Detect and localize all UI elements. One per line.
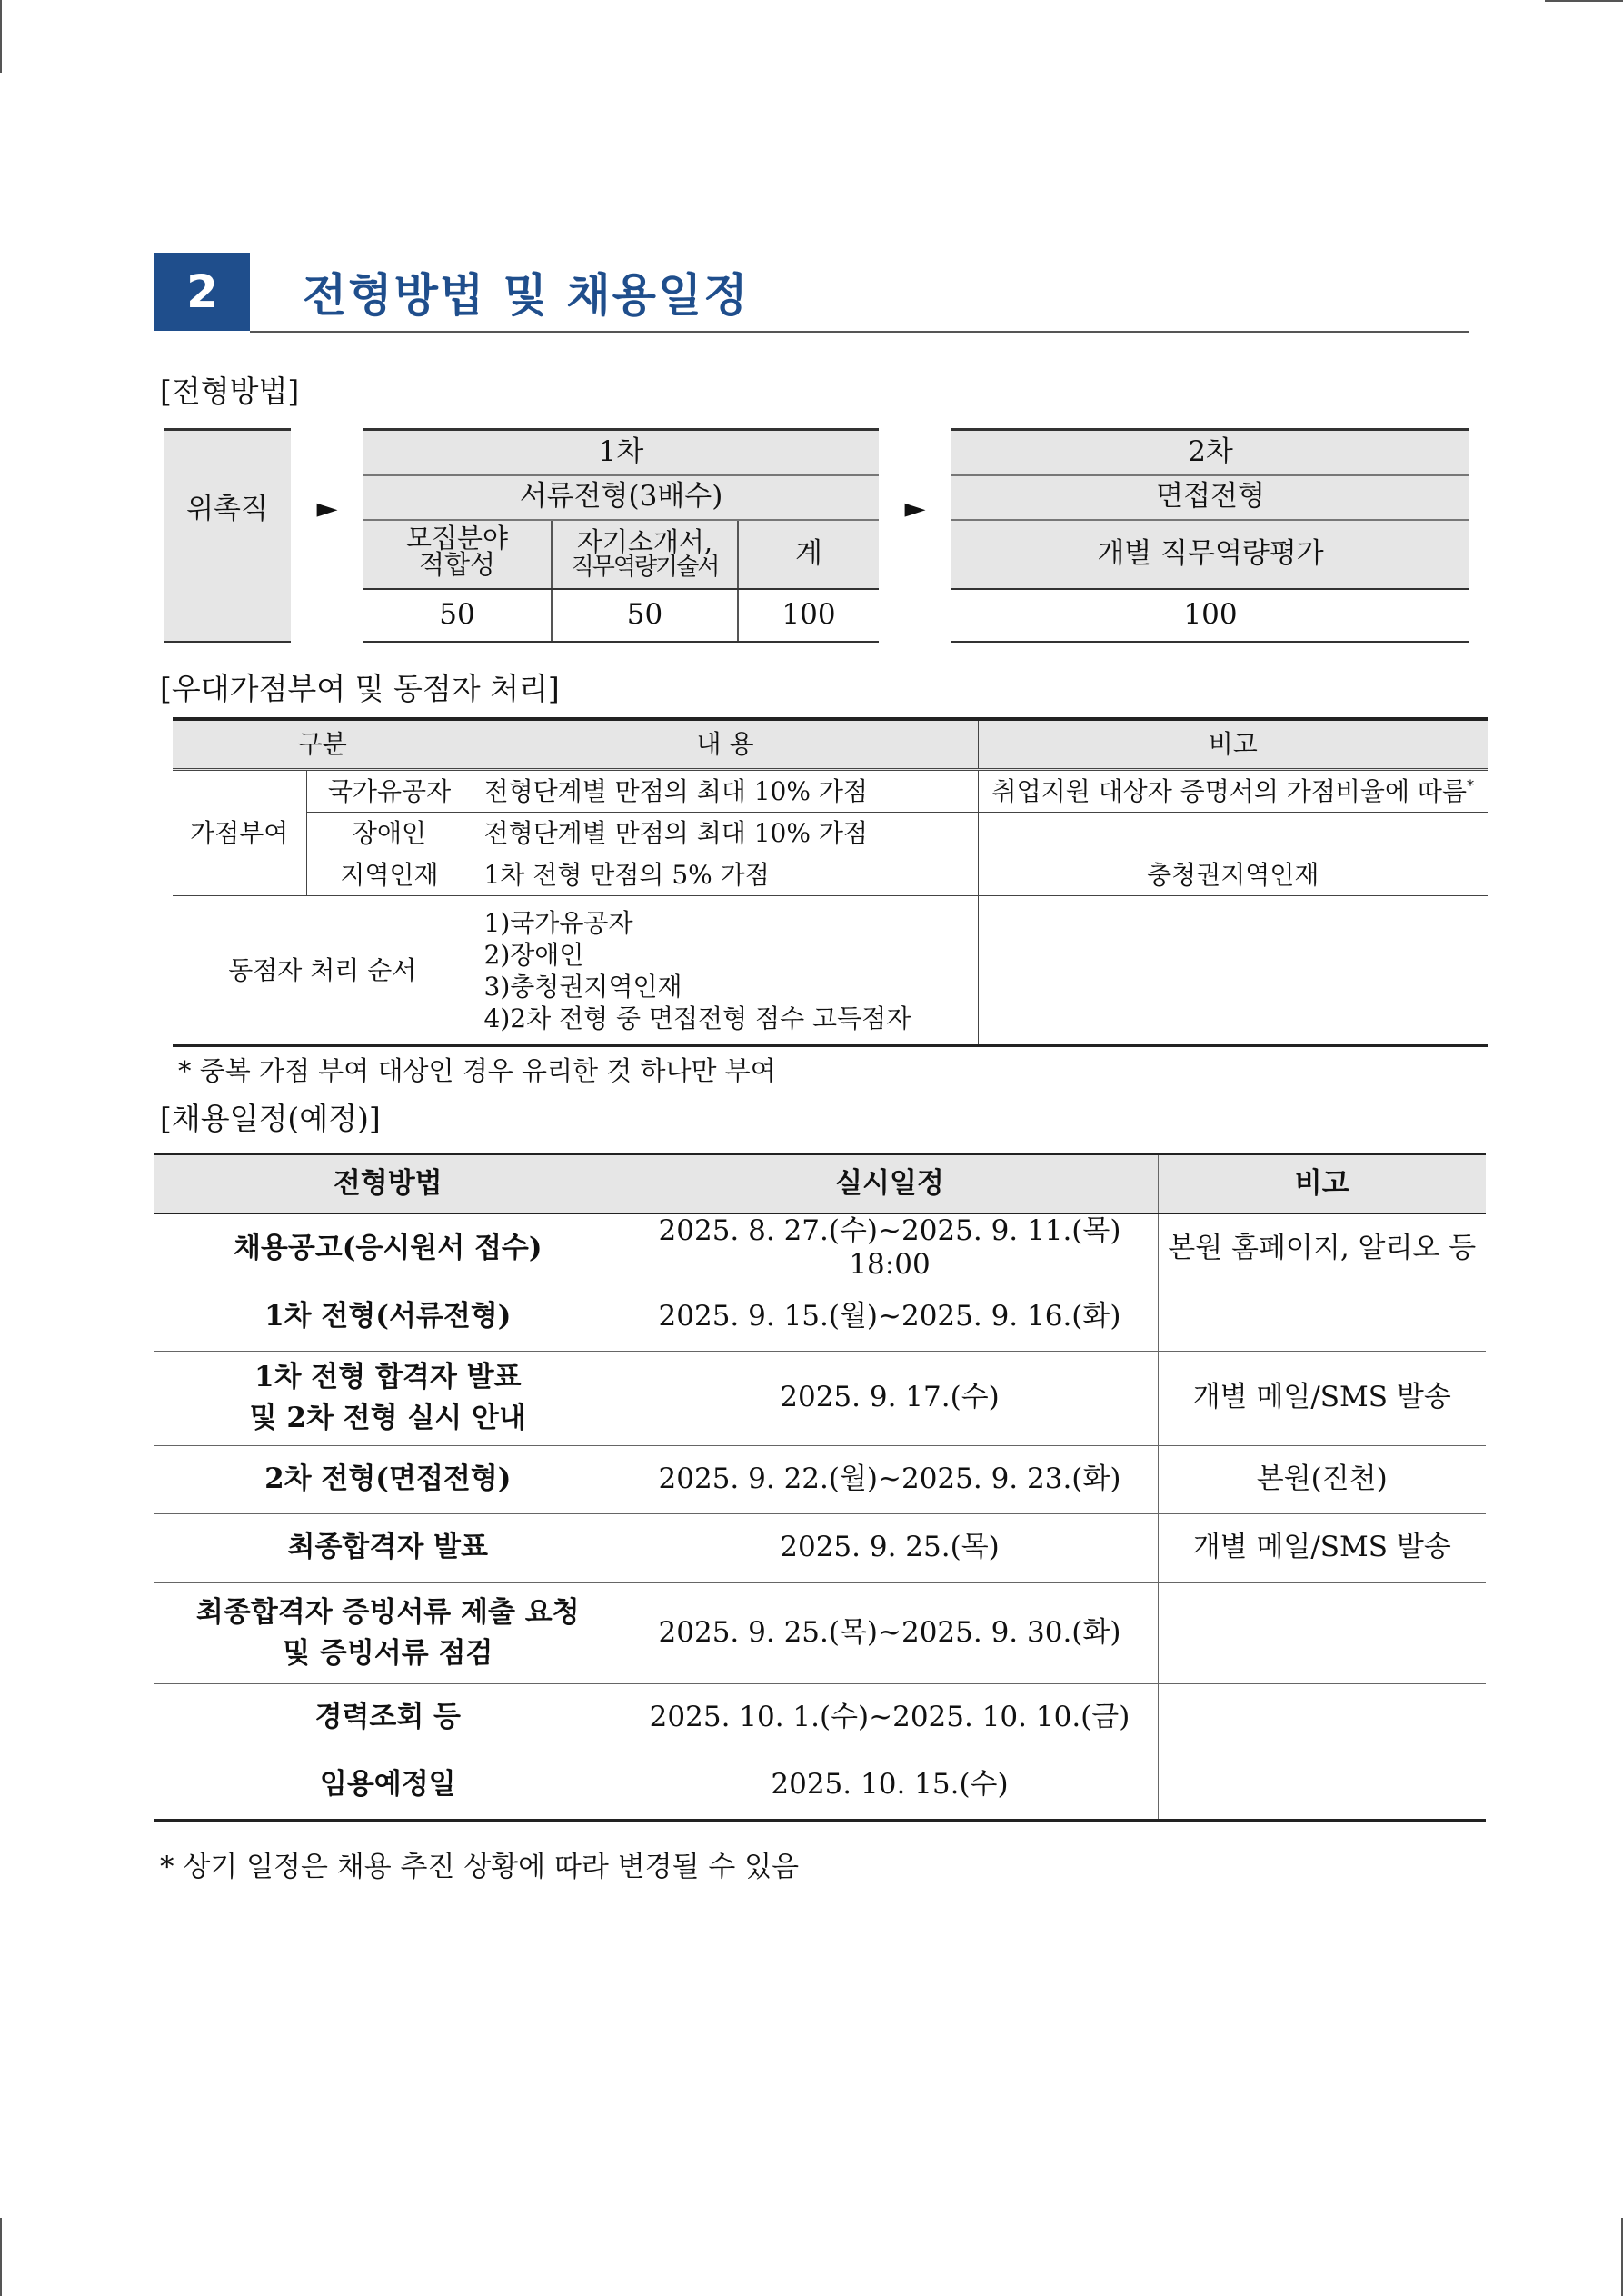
bonus-content: 전형단계별 만점의 최대 10% 가점 (473, 813, 978, 854)
spacer (291, 589, 363, 642)
tie-item: 4)2차 전형 중 면접전형 점수 고득점자 (483, 1003, 911, 1033)
bonus-note: 충청권지역인재 (978, 854, 1488, 896)
schedule-method: 최종합격자 발표 (154, 1513, 622, 1582)
section-label-bonus: [우대가점부여 및 동점자 처리] (160, 671, 560, 706)
stage2-subtitle: 면접전형 (951, 475, 1469, 520)
schedule-note: 개별 메일/SMS 발송 (1158, 1351, 1486, 1445)
schedule-date: 2025. 9. 25.(목) (622, 1513, 1158, 1582)
stage2-title: 2차 (951, 430, 1469, 475)
schedule-date: 2025. 9. 25.(목)~2025. 9. 30.(화) (622, 1582, 1158, 1683)
schedule-date: 2025. 10. 1.(수)~2025. 10. 10.(금) (622, 1683, 1158, 1752)
schedule-method: 임용예정일 (154, 1752, 622, 1820)
stage2-col-eval: 개별 직무역량평가 (951, 520, 1469, 589)
schedule-note (1158, 1582, 1486, 1683)
schedule-method: 1차 전형(서류전형) (154, 1283, 622, 1351)
schedule-note (1158, 1752, 1486, 1820)
schedule-note (1158, 1283, 1486, 1351)
selection-method-table (164, 428, 1469, 643)
tie-label: 동점자 처리 순서 (173, 896, 473, 1046)
bonus-table (173, 717, 1488, 1047)
arrow-icon: ► (316, 493, 338, 524)
bonus-content: 전형단계별 만점의 최대 10% 가점 (473, 770, 978, 813)
bonus-note (978, 813, 1488, 854)
bonus-sub: 국가유공자 (306, 770, 473, 813)
bonus-footnote: * 중복 가점 부여 대상인 경우 유리한 것 하나만 부여 (178, 1055, 776, 1086)
schedule-date: 2025. 8. 27.(수)~2025. 9. 11.(목) 18:00 (622, 1213, 1158, 1283)
crop-mark (0, 0, 2, 73)
score-cell: 100 (738, 589, 879, 642)
bonus-content: 1차 전형 만점의 5% 가점 (473, 854, 978, 896)
stage1-subtitle: 서류전형(3배수) (363, 475, 879, 520)
schedule-note (1158, 1683, 1486, 1752)
header-category: 구분 (173, 719, 473, 770)
spacer (879, 589, 951, 642)
arrow-icon: ► (904, 493, 926, 524)
section-label-selection-method: [전형방법] (160, 374, 300, 409)
header-method: 전형방법 (154, 1154, 622, 1214)
score-cell: 50 (552, 589, 738, 642)
schedule-table (154, 1153, 1486, 1822)
position-label: 위촉직 (164, 430, 291, 589)
score-cell: 50 (363, 589, 552, 642)
header-date: 실시일정 (622, 1154, 1158, 1214)
bonus-sub: 지역인재 (306, 854, 473, 896)
stage1-col-total: 계 (738, 520, 879, 589)
schedule-method: 최종합격자 증빙서류 제출 요청 및 증빙서류 점검 (154, 1582, 622, 1683)
bonus-sub: 장애인 (306, 813, 473, 854)
schedule-footnote: * 상기 일정은 채용 추진 상황에 따라 변경될 수 있음 (160, 1851, 800, 1883)
crop-mark (1545, 0, 1623, 2)
tie-item: 2)장애인 (483, 939, 584, 970)
schedule-method: 2차 전형(면접전형) (154, 1445, 622, 1513)
header-note: 비고 (978, 719, 1488, 770)
tie-item: 3)충청권지역인재 (483, 971, 682, 1002)
bonus-group: 가점부여 (173, 770, 306, 896)
tie-order-list (473, 896, 978, 1046)
tie-note (978, 896, 1488, 1046)
page-title: 전형방법 및 채용일정 (303, 269, 750, 322)
title-underline (250, 331, 1469, 333)
header-note: 비고 (1158, 1154, 1486, 1214)
tie-item: 1)국가유공자 (483, 907, 633, 938)
stage1-title: 1차 (363, 430, 879, 475)
schedule-method: 1차 전형 합격자 발표 및 2차 전형 실시 안내 (154, 1351, 622, 1445)
bonus-note: 취업지원 대상자 증명서의 가점비율에 따름* (978, 770, 1488, 813)
schedule-date: 2025. 10. 15.(수) (622, 1752, 1158, 1820)
stage1-col-essay: 자기소개서, 직무역량기술서 (552, 520, 738, 589)
schedule-note: 개별 메일/SMS 발송 (1158, 1513, 1486, 1582)
schedule-note: 본원(진천) (1158, 1445, 1486, 1513)
schedule-date: 2025. 9. 22.(월)~2025. 9. 23.(화) (622, 1445, 1158, 1513)
stage1-col-fit: 모집분야 적합성 (363, 520, 552, 589)
section-label-schedule: [채용일정(예정)] (160, 1101, 381, 1136)
section-number-badge: 2 (154, 253, 250, 331)
header-content: 내 용 (473, 719, 978, 770)
schedule-date: 2025. 9. 15.(월)~2025. 9. 16.(화) (622, 1283, 1158, 1351)
score-cell: 100 (951, 589, 1469, 642)
schedule-method: 경력조회 등 (154, 1683, 622, 1752)
schedule-date: 2025. 9. 17.(수) (622, 1351, 1158, 1445)
schedule-note: 본원 홈페이지, 알리오 등 (1158, 1213, 1486, 1283)
side-filler (164, 589, 291, 642)
schedule-method: 채용공고(응시원서 접수) (154, 1213, 622, 1283)
crop-mark (0, 2218, 2, 2296)
